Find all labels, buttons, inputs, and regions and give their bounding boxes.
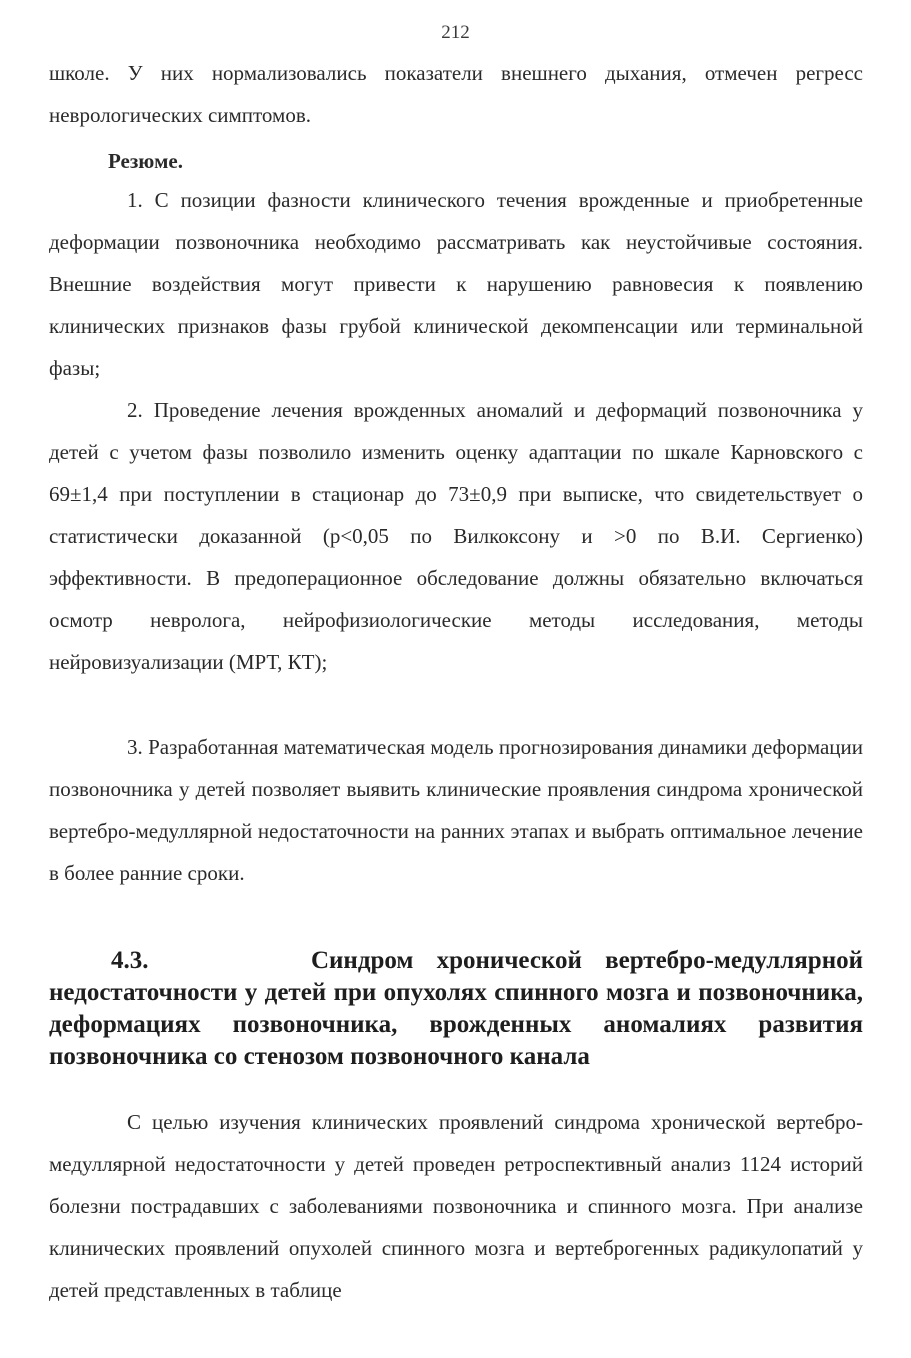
resume-item-3: 3. Разработанная математическая модель прогнозирования динамики деформации позвоночника у детей позволяет выявить клинические проявления синдрома хронической вертебро-медуллярной недостаточности на ранних этапах и выбрать оптимальное лечение в более ранние сроки. xyxy=(49,735,863,885)
section-paragraph: С целью изучения клинических проявлений синдрома хронической вертебро-медуллярной недостаточности у детей проведен ретроспективный анализ 1124 историй болезни пострадавших с заболеваниями позвоночника и спинного мозга. При анализе клинических проявлений опухолей спинного мозга и вертеброгенных радикулопатий у детей представленных в таблице xyxy=(49,1110,863,1302)
section-title: Синдром хронической вертебро-медуллярной недостаточности у детей при опухолях спинного мозга и позвоночника, деформациях позвоночника, врожденных аномалиях развития позвоночника со стенозом позвоночного канала xyxy=(49,947,864,1070)
intro-paragraph: школе. У них нормализовались показатели внешнего дыхания, отмечен регресс неврологических симптомов. xyxy=(49,61,863,127)
section-number: 4.3. xyxy=(111,947,149,974)
resume-item-1: 1. С позиции фазности клинического течения врожденные и приобретенные деформации позвоночника необходимо рассматривать как неустойчивые состояния. Внешние воздействия могут привести к нарушению равновесия к появлению клинических признаков фазы грубой клинической декомпенсации или терминальной фазы; xyxy=(49,188,863,380)
section-heading xyxy=(49,945,863,1073)
page-number: 212 xyxy=(441,22,470,43)
resume-heading: Резюме. xyxy=(108,149,183,173)
resume-item-2: 2. Проведение лечения врожденных аномалий и деформаций позвоночника у детей с учетом фазы позволило изменить оценку адаптации по шкале Карновского с 69±1,4 при поступлении в стационар до 73±0,9 при выписке, что свидетельствует о статистически доказанной (р<0,05 по Вилкоксону и >0 по В.И. Сергиенко) эффективности. В предоперационное обследование должны обязательно включаться осмотр невролога, нейрофизиологические методы исследования, методы нейровизуализации (МРТ, КТ); xyxy=(49,398,863,674)
